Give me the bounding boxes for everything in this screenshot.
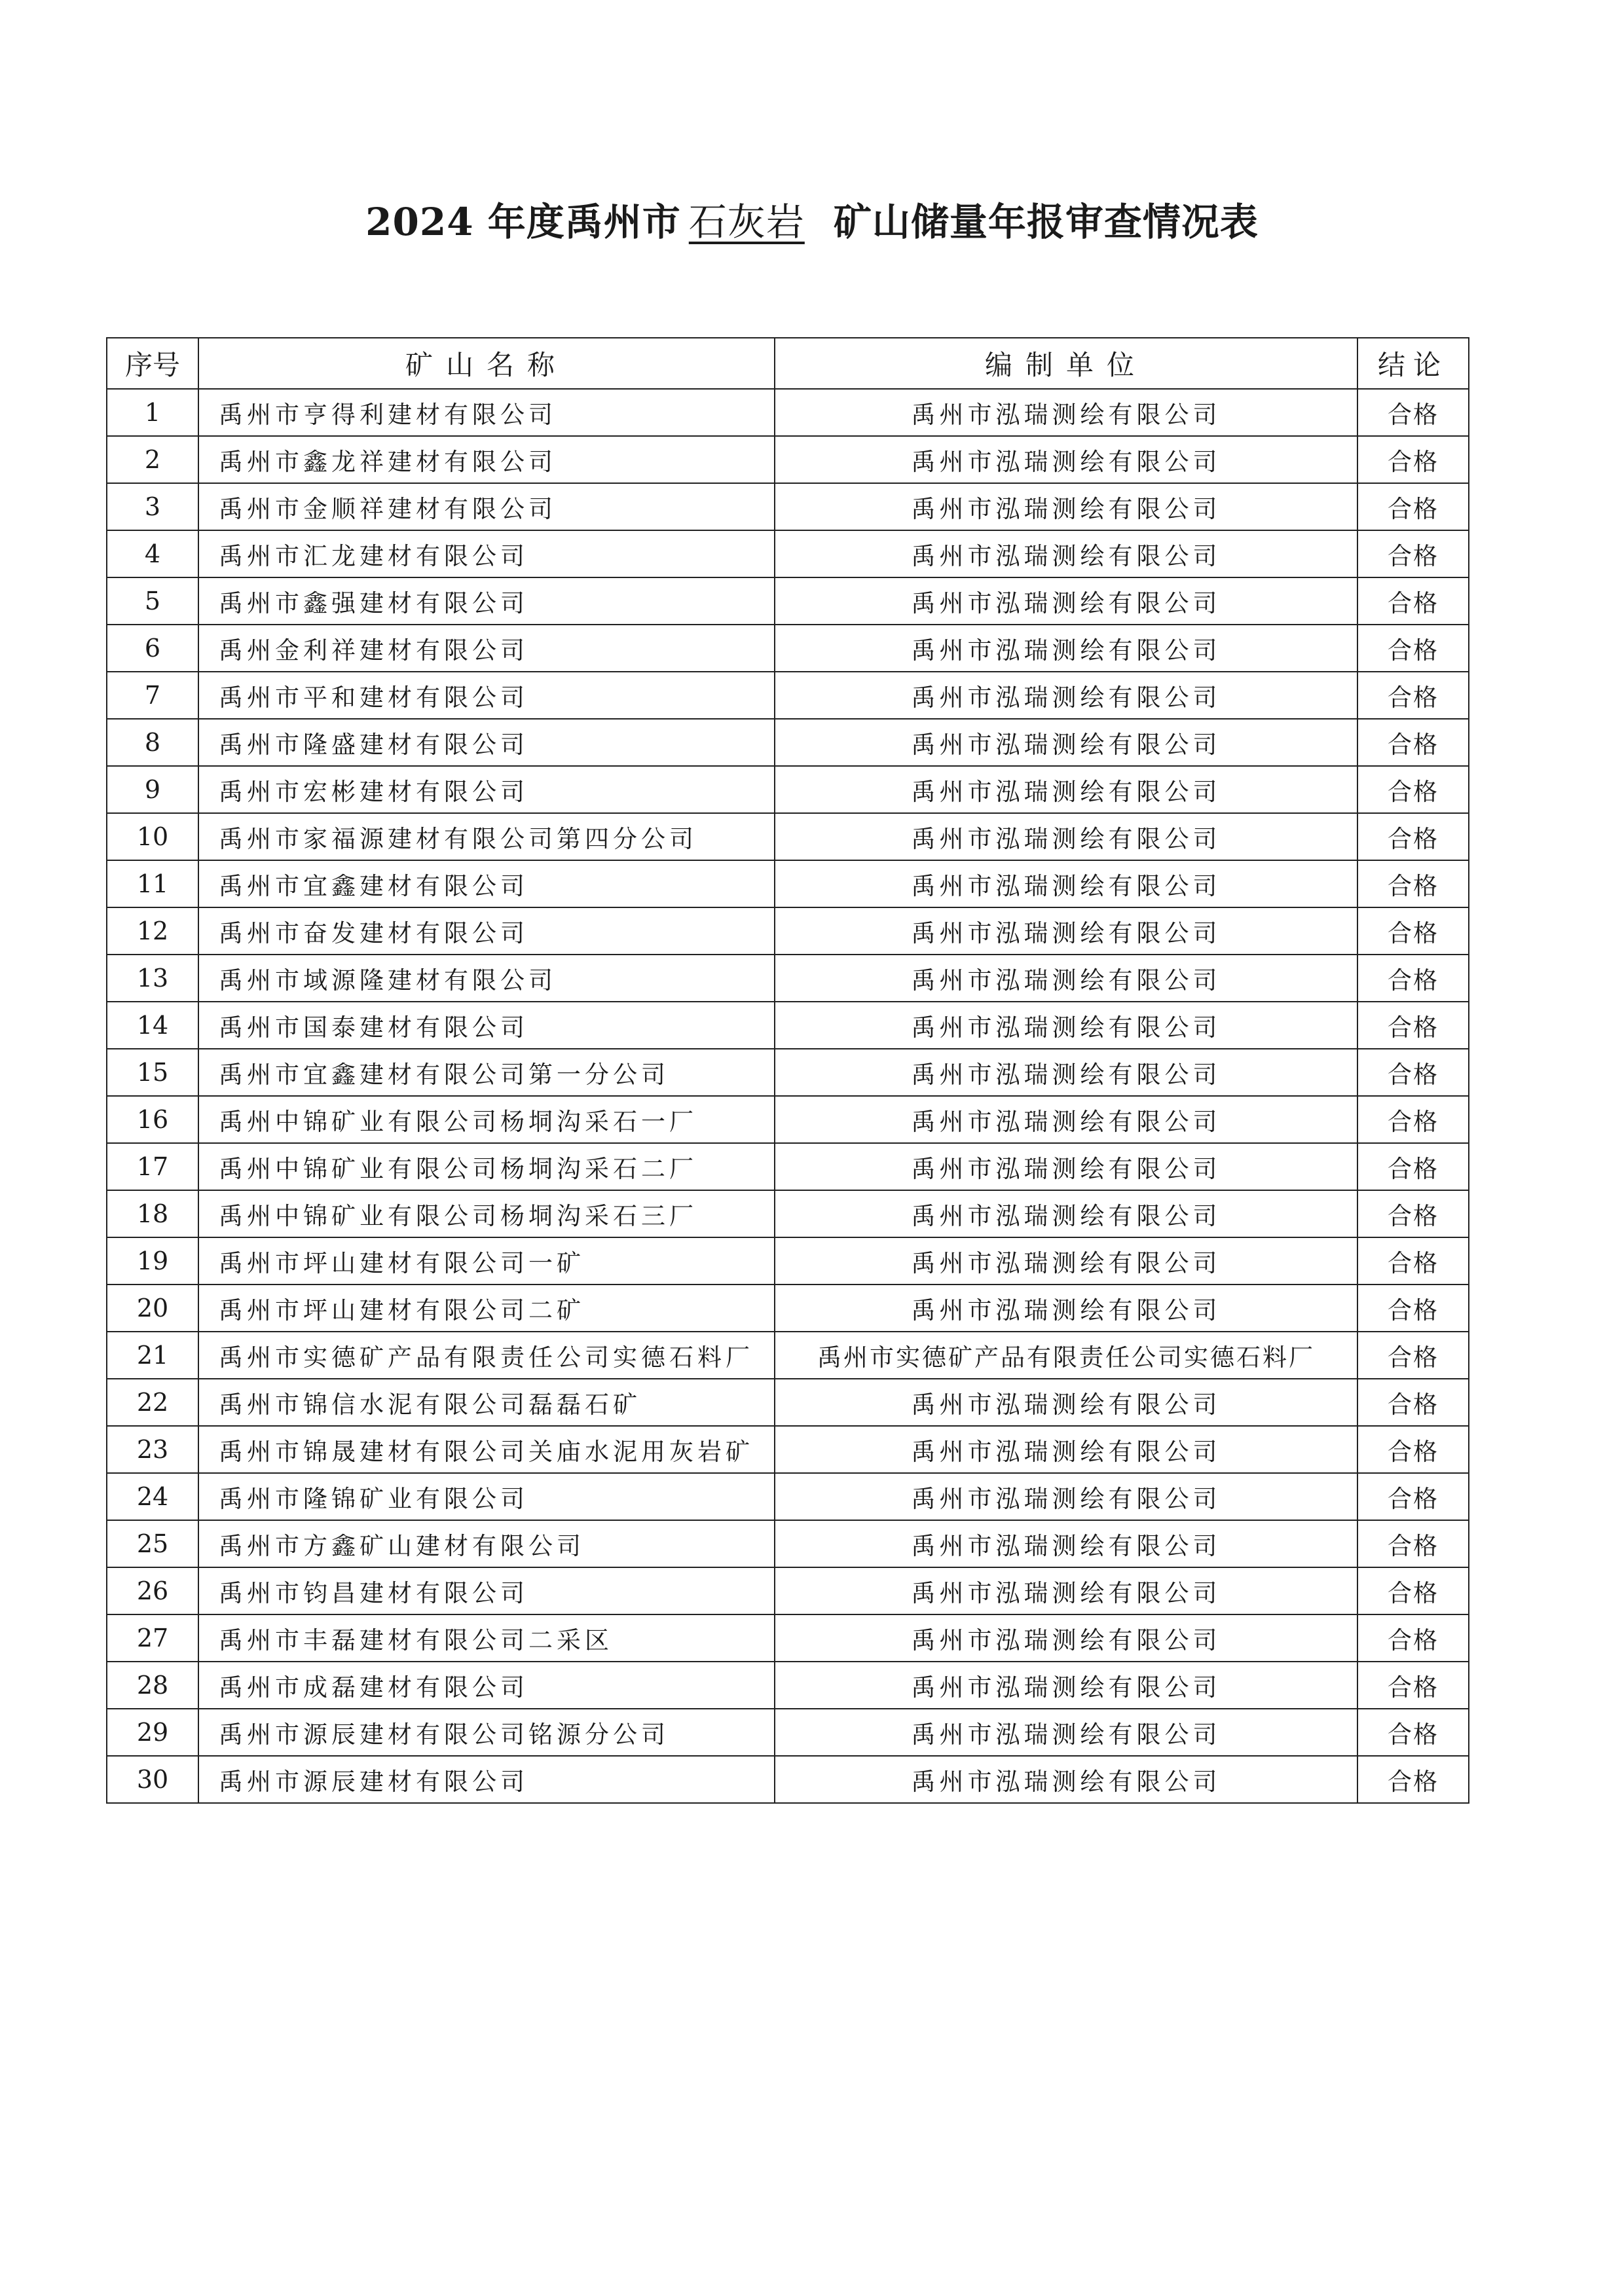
mine-name-cell: 禹州市坪山建材有限公司一矿: [198, 1237, 775, 1285]
compiling-unit-cell: 禹州市泓瑞测绘有限公司: [775, 1709, 1357, 1756]
row-number: 8: [107, 719, 198, 766]
mine-name-cell: 禹州市隆锦矿业有限公司: [198, 1473, 775, 1520]
result-cell: 合格: [1357, 1237, 1469, 1285]
row-number: 27: [107, 1614, 198, 1662]
compiling-unit-cell: 禹州市泓瑞测绘有限公司: [775, 625, 1357, 672]
result-cell: 合格: [1357, 1520, 1469, 1567]
row-number: 25: [107, 1520, 198, 1567]
table-row: [107, 766, 1469, 813]
table-row: [107, 1143, 1469, 1190]
mine-name-cell: 禹州市鑫龙祥建材有限公司: [198, 436, 775, 483]
compiling-unit-cell: 禹州市泓瑞测绘有限公司: [775, 1190, 1357, 1237]
result-cell: 合格: [1357, 1002, 1469, 1049]
row-number: 11: [107, 860, 198, 907]
header-no: 序号: [107, 338, 198, 389]
compiling-unit-cell: 禹州市泓瑞测绘有限公司: [775, 1237, 1357, 1285]
table-row: [107, 389, 1469, 436]
compiling-unit-cell: 禹州市泓瑞测绘有限公司: [775, 860, 1357, 907]
table-row: [107, 1190, 1469, 1237]
mine-name-cell: 禹州市实德矿产品有限责任公司实德石料厂: [198, 1332, 775, 1379]
compiling-unit-cell: 禹州市实德矿产品有限责任公司实德石料厂: [775, 1332, 1357, 1379]
table-row: [107, 1709, 1469, 1756]
result-cell: 合格: [1357, 1379, 1469, 1426]
table-row: [107, 436, 1469, 483]
compiling-unit-cell: 禹州市泓瑞测绘有限公司: [775, 1662, 1357, 1709]
compiling-unit-cell: 禹州市泓瑞测绘有限公司: [775, 1379, 1357, 1426]
row-number: 16: [107, 1096, 198, 1143]
result-cell: 合格: [1357, 672, 1469, 719]
compiling-unit-cell: 禹州市泓瑞测绘有限公司: [775, 1143, 1357, 1190]
row-number: 12: [107, 907, 198, 955]
compiling-unit-cell: 禹州市泓瑞测绘有限公司: [775, 577, 1357, 625]
compiling-unit-cell: 禹州市泓瑞测绘有限公司: [775, 1426, 1357, 1473]
mine-name-cell: 禹州中锦矿业有限公司杨垌沟采石一厂: [198, 1096, 775, 1143]
result-cell: 合格: [1357, 1473, 1469, 1520]
result-cell: 合格: [1357, 813, 1469, 860]
mine-name-cell: 禹州市隆盛建材有限公司: [198, 719, 775, 766]
mine-name-cell: 禹州市家福源建材有限公司第四分公司: [198, 813, 775, 860]
header-result: 结论: [1357, 338, 1469, 389]
result-cell: 合格: [1357, 577, 1469, 625]
row-number: 13: [107, 955, 198, 1002]
table-row: [107, 860, 1469, 907]
title-mineral: 石灰岩: [688, 200, 805, 244]
result-cell: 合格: [1357, 625, 1469, 672]
table-row: [107, 955, 1469, 1002]
mine-name-cell: 禹州市亨得利建材有限公司: [198, 389, 775, 436]
table-row: [107, 1379, 1469, 1426]
mine-name-cell: 禹州市平和建材有限公司: [198, 672, 775, 719]
mine-name-cell: 禹州市丰磊建材有限公司二采区: [198, 1614, 775, 1662]
table-row: [107, 1662, 1469, 1709]
row-number: 18: [107, 1190, 198, 1237]
row-number: 30: [107, 1756, 198, 1803]
row-number: 20: [107, 1285, 198, 1332]
result-cell: 合格: [1357, 907, 1469, 955]
result-cell: 合格: [1357, 860, 1469, 907]
row-number: 6: [107, 625, 198, 672]
review-table: [106, 337, 1469, 1804]
result-cell: 合格: [1357, 1096, 1469, 1143]
table-row: [107, 1237, 1469, 1285]
result-cell: 合格: [1357, 530, 1469, 577]
row-number: 26: [107, 1567, 198, 1614]
mine-name-cell: 禹州市鑫强建材有限公司: [198, 577, 775, 625]
compiling-unit-cell: 禹州市泓瑞测绘有限公司: [775, 483, 1357, 530]
result-cell: 合格: [1357, 1143, 1469, 1190]
row-number: 24: [107, 1473, 198, 1520]
table-row: [107, 1426, 1469, 1473]
result-cell: 合格: [1357, 1614, 1469, 1662]
compiling-unit-cell: 禹州市泓瑞测绘有限公司: [775, 1096, 1357, 1143]
compiling-unit-cell: 禹州市泓瑞测绘有限公司: [775, 719, 1357, 766]
result-cell: 合格: [1357, 766, 1469, 813]
row-number: 2: [107, 436, 198, 483]
mine-name-cell: 禹州市汇龙建材有限公司: [198, 530, 775, 577]
header-compiling-unit: 编制单位: [775, 338, 1357, 389]
table-row: [107, 625, 1469, 672]
compiling-unit-cell: 禹州市泓瑞测绘有限公司: [775, 1285, 1357, 1332]
title-suffix: 矿山储量年报审查情况表: [833, 200, 1259, 244]
mine-name-cell: 禹州市成磊建材有限公司: [198, 1662, 775, 1709]
compiling-unit-cell: 禹州市泓瑞测绘有限公司: [775, 1049, 1357, 1096]
compiling-unit-cell: 禹州市泓瑞测绘有限公司: [775, 1756, 1357, 1803]
row-number: 15: [107, 1049, 198, 1096]
result-cell: 合格: [1357, 1426, 1469, 1473]
compiling-unit-cell: 禹州市泓瑞测绘有限公司: [775, 530, 1357, 577]
mine-name-cell: 禹州市国泰建材有限公司: [198, 1002, 775, 1049]
table-row: [107, 1332, 1469, 1379]
row-number: 21: [107, 1332, 198, 1379]
compiling-unit-cell: 禹州市泓瑞测绘有限公司: [775, 1614, 1357, 1662]
result-cell: 合格: [1357, 389, 1469, 436]
mine-name-cell: 禹州市锦晟建材有限公司关庙水泥用灰岩矿: [198, 1426, 775, 1473]
table-row: [107, 1473, 1469, 1520]
result-cell: 合格: [1357, 1049, 1469, 1096]
table-row: [107, 1756, 1469, 1803]
table-row: [107, 530, 1469, 577]
mine-name-cell: 禹州金利祥建材有限公司: [198, 625, 775, 672]
row-number: 9: [107, 766, 198, 813]
table-row: [107, 719, 1469, 766]
mine-name-cell: 禹州市坪山建材有限公司二矿: [198, 1285, 775, 1332]
mine-name-cell: 禹州市奋发建材有限公司: [198, 907, 775, 955]
mine-name-cell: 禹州中锦矿业有限公司杨垌沟采石二厂: [198, 1143, 775, 1190]
table-row: [107, 483, 1469, 530]
row-number: 19: [107, 1237, 198, 1285]
table-row: [107, 1002, 1469, 1049]
row-number: 5: [107, 577, 198, 625]
result-cell: 合格: [1357, 1567, 1469, 1614]
row-number: 7: [107, 672, 198, 719]
compiling-unit-cell: 禹州市泓瑞测绘有限公司: [775, 1002, 1357, 1049]
table-row: [107, 1567, 1469, 1614]
result-cell: 合格: [1357, 1662, 1469, 1709]
compiling-unit-cell: 禹州市泓瑞测绘有限公司: [775, 672, 1357, 719]
table-row: [107, 1096, 1469, 1143]
result-cell: 合格: [1357, 1756, 1469, 1803]
mine-name-cell: 禹州市宜鑫建材有限公司: [198, 860, 775, 907]
compiling-unit-cell: 禹州市泓瑞测绘有限公司: [775, 1473, 1357, 1520]
result-cell: 合格: [1357, 483, 1469, 530]
table-row: [107, 577, 1469, 625]
table-body: [107, 389, 1469, 1803]
table-row: [107, 1049, 1469, 1096]
compiling-unit-cell: 禹州市泓瑞测绘有限公司: [775, 389, 1357, 436]
mine-name-cell: 禹州市宏彬建材有限公司: [198, 766, 775, 813]
table-row: [107, 672, 1469, 719]
table-header-row: [107, 338, 1469, 389]
table-row: [107, 1285, 1469, 1332]
mine-name-cell: 禹州中锦矿业有限公司杨垌沟采石三厂: [198, 1190, 775, 1237]
result-cell: 合格: [1357, 1332, 1469, 1379]
compiling-unit-cell: 禹州市泓瑞测绘有限公司: [775, 907, 1357, 955]
compiling-unit-cell: 禹州市泓瑞测绘有限公司: [775, 1520, 1357, 1567]
row-number: 28: [107, 1662, 198, 1709]
mine-name-cell: 禹州市方鑫矿山建材有限公司: [198, 1520, 775, 1567]
result-cell: 合格: [1357, 955, 1469, 1002]
title-prefix: 2024 年度禹州市: [365, 200, 681, 244]
mine-name-cell: 禹州市域源隆建材有限公司: [198, 955, 775, 1002]
result-cell: 合格: [1357, 719, 1469, 766]
compiling-unit-cell: 禹州市泓瑞测绘有限公司: [775, 813, 1357, 860]
mine-name-cell: 禹州市宜鑫建材有限公司第一分公司: [198, 1049, 775, 1096]
table-row: [107, 1520, 1469, 1567]
row-number: 17: [107, 1143, 198, 1190]
compiling-unit-cell: 禹州市泓瑞测绘有限公司: [775, 436, 1357, 483]
result-cell: 合格: [1357, 1285, 1469, 1332]
result-cell: 合格: [1357, 1709, 1469, 1756]
header-mine-name: 矿山名称: [198, 338, 775, 389]
table-row: [107, 907, 1469, 955]
row-number: 29: [107, 1709, 198, 1756]
table-row: [107, 813, 1469, 860]
compiling-unit-cell: 禹州市泓瑞测绘有限公司: [775, 1567, 1357, 1614]
mine-name-cell: 禹州市源辰建材有限公司铭源分公司: [198, 1709, 775, 1756]
mine-name-cell: 禹州市金顺祥建材有限公司: [198, 483, 775, 530]
page-title: [0, 191, 1624, 246]
mine-name-cell: 禹州市源辰建材有限公司: [198, 1756, 775, 1803]
compiling-unit-cell: 禹州市泓瑞测绘有限公司: [775, 766, 1357, 813]
row-number: 1: [107, 389, 198, 436]
result-cell: 合格: [1357, 1190, 1469, 1237]
row-number: 3: [107, 483, 198, 530]
row-number: 4: [107, 530, 198, 577]
mine-name-cell: 禹州市钧昌建材有限公司: [198, 1567, 775, 1614]
row-number: 23: [107, 1426, 198, 1473]
row-number: 14: [107, 1002, 198, 1049]
compiling-unit-cell: 禹州市泓瑞测绘有限公司: [775, 955, 1357, 1002]
mine-name-cell: 禹州市锦信水泥有限公司磊磊石矿: [198, 1379, 775, 1426]
table-row: [107, 1614, 1469, 1662]
row-number: 10: [107, 813, 198, 860]
row-number: 22: [107, 1379, 198, 1426]
result-cell: 合格: [1357, 436, 1469, 483]
